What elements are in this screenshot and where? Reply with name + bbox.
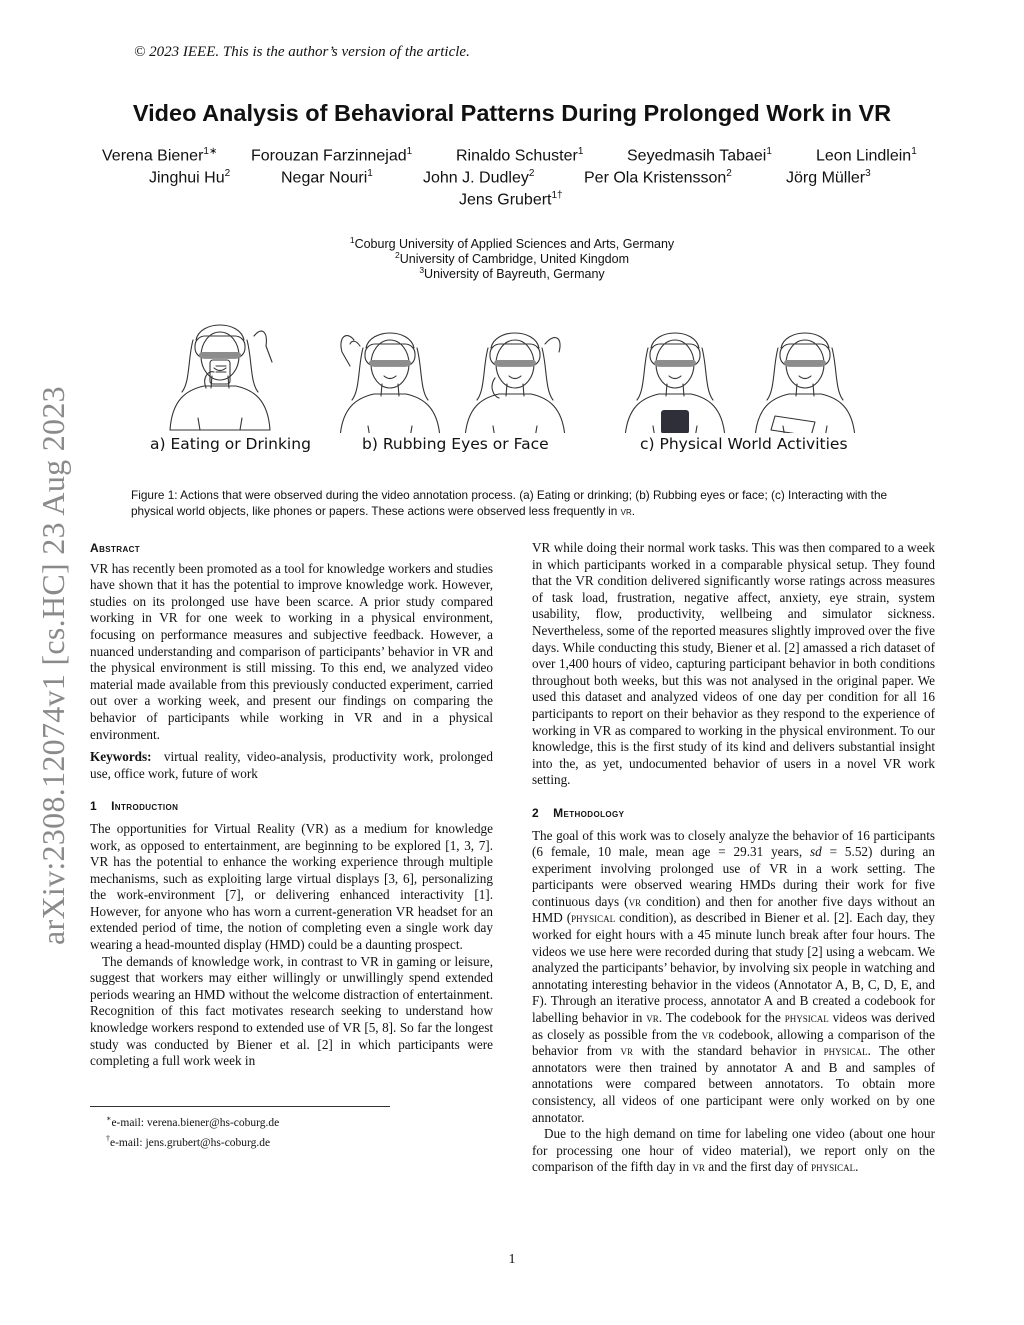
- footnote-text: e-mail: verena.biener@hs-coburg.de: [111, 1116, 280, 1129]
- author-list-row-1: [627, 146, 772, 165]
- text-run: . The other annotators were then trained by annotator A and B and samples of annotations were compared between annotators. To obtain more consistency, all videos of one participant were only worked on by one annotator.: [532, 1043, 935, 1125]
- text-run: videos was derived as closely as possible from the: [532, 1010, 935, 1042]
- author-name: Jörg Müller: [786, 169, 866, 187]
- text-run: The goal of this work was to closely analyze the behavior of 16 participants (6 female, 10 male, mean age = 29.31 years,: [532, 827, 935, 860]
- term-vr: vr: [701, 1026, 715, 1042]
- author-list-row-2: [786, 168, 871, 187]
- footnote-sup: †: [106, 1133, 110, 1143]
- intro-continuation: VR while doing their normal work tasks. This was then compared to a week in which participants worked in a comparable physical setup. They found that the VR condition delivered significantly worse ratings across measures of task load, frustration, negative affect, anxiety, eye strain, system usability, flow, productivity, wellbeing and simulator sickness. Nevertheless, some of the reported measures slightly improved over the five days. While conducting this study, Biener et al. [2] amassed a rich dataset of over 1,400 hours of video, capturing participant behavior in both conditions throughout both weeks, but this was not analysed in the original paper. We used this dataset and analyzed videos of one day per condition for all 16 participants to report on their behavior as they respond to the experience of working in VR as compared to working in the physical environment. To our knowledge, this is the first study of its kind and delivers substantial insight into the, as yet, undocumented behavior of users in a novel VR work setting.: [532, 540, 935, 788]
- footnote-sup: ∗: [106, 1114, 112, 1123]
- right-column: [532, 540, 935, 1176]
- intro-paragraph-2: The demands of knowledge work, in contrast to VR in gaming or leisure, suggest that workers may either willingly or unwillingly spend extended periods wearing an HMD without the welcome distraction of entertainment. Recognition of this fact motivates research seeking to understand how knowledge workers respond to extended use of VR [5, 8]. So far the longest study was conducted by Biener et al. [2] in which participants were completing a full work week in: [90, 953, 493, 1069]
- text-run: . The codebook for the: [658, 1010, 785, 1026]
- panel-c-person-2: [755, 333, 855, 433]
- term-vr: vr: [620, 1043, 633, 1059]
- keywords: [90, 749, 493, 782]
- affiliation-sup: 3: [419, 265, 425, 275]
- author-list-row-1: [102, 146, 217, 165]
- panel-a-label: a) Eating or Drinking: [150, 435, 311, 453]
- term-physical: physical: [571, 910, 616, 926]
- term-vr: vr: [628, 893, 642, 909]
- keywords-label: Keywords:: [90, 749, 152, 765]
- text-run: with the standard behavior in: [632, 1043, 824, 1059]
- affiliation-sup: 2: [394, 250, 400, 260]
- term-physical: physical: [823, 1043, 868, 1059]
- paper-title: Video Analysis of Behavioral Patterns During Prolonged Work in VR: [132, 100, 892, 126]
- section-title: Introduction: [111, 799, 179, 814]
- affiliation-text: University of Bayreuth, Germany: [424, 267, 605, 282]
- caption-text: Figure 1: Actions that were observed during the video annotation process. (a) Eating or drinking; (b) Rubbing eyes or face; (c) Interacting with the physical world objects, like phones or papers. These actions were observed less frequently in: [131, 488, 888, 518]
- author-name: Leon Lindlein: [816, 147, 912, 165]
- author-sup: 1: [577, 146, 584, 157]
- footnote-1: [106, 1111, 279, 1131]
- term-vr: vr: [692, 1159, 705, 1175]
- panel-b-person-1: [340, 333, 440, 433]
- panel-b-label: b) Rubbing Eyes or Face: [362, 435, 549, 453]
- text-run: condition), as described in Biener et al. [2]. Each day, they worked for eight hours with a 45 minute lunch break after four hours. The videos we use here were recorded during that study [2] using a webcam. We analyzed the participants’ behavior, by involving six people in watching and annotating interesting behavior in the videos (Annotator A, B, C, D, E, and F). Through an iterative process, annotator A and B created a codebook for labelling behavior in: [532, 910, 935, 1026]
- author-list-row-2: [149, 168, 230, 187]
- section-title: Methodology: [553, 805, 625, 820]
- methodology-paragraph-2: [532, 1126, 935, 1176]
- author-sup: 1: [406, 146, 413, 157]
- section-number: 1: [90, 799, 98, 814]
- section-number: 2: [532, 805, 540, 820]
- author-sup: 1†: [551, 190, 563, 201]
- footnotes: [106, 1111, 279, 1151]
- author-list-row-2: [423, 168, 534, 187]
- abstract-text: VR has recently been promoted as a tool for knowledge workers and studies have shown that it has the potential to improve knowledge work. However, studies on its prolonged use have been scarce. A prior study compared working in VR for one week to working in a physical environment, focusing on performance measures and subjective feedback. However, a nuanced understanding and comparison of participants’ behavior in VR and the physical environment is still missing. To this end, we analyzed video material made available from this previously conducted experiment, carried out over a working week, and present our findings on comparing the behavior of participants while working in VR and in a physical environment.: [90, 560, 493, 742]
- text-run: codebook, allowing a comparison of the behavior from: [532, 1026, 935, 1059]
- methodology-heading: [532, 805, 935, 822]
- author-list-row-1: [251, 146, 412, 165]
- intro-paragraph-1: The opportunities for Virtual Reality (VR) as a medium for knowledge work, as opposed to entertainment, are beginning to be explored [1, 3, 7]. VR has the potential to enhance the working experience through multiple mechanisms, such as exploiting large virtual displays [3, 6], personalizing the work-environment [7], or delivering enhanced interactivity [1]. However, for anyone who has worn a current-generation VR headset for an extended period of time, the notion of completing even a single work day wearing a head-mounted display (HMD) could be a daunting prospect.: [90, 820, 493, 953]
- panel-a-illustration: [170, 325, 272, 430]
- arxiv-stamp: arXiv:2308.12074v1 [cs.HC] 23 Aug 2023: [35, 386, 71, 945]
- author-name: Jinghui Hu: [149, 169, 225, 187]
- panel-c-person-1: [625, 333, 725, 433]
- panel-b-person-2: [465, 333, 565, 433]
- text-run: and the first day of: [704, 1159, 812, 1175]
- author-sup: 1: [367, 168, 373, 179]
- author-name: Seyedmasih Tabaei: [627, 147, 767, 165]
- left-column: [90, 540, 493, 1070]
- abstract-heading-text: Abstract: [90, 541, 141, 555]
- author-sup: 1: [911, 146, 917, 157]
- methodology-paragraph-1: [532, 828, 935, 1127]
- keywords-text: virtual reality, video-analysis, productivity work, prolonged use, office work, future of work: [90, 749, 493, 781]
- affiliation-sup: 1: [349, 235, 355, 245]
- author-name: Forouzan Farzinnejad: [251, 147, 407, 165]
- text-run: condition) and then for another five days without an HMD (: [532, 893, 935, 926]
- author-sup: 3: [865, 168, 871, 179]
- author-list-row-2: [584, 168, 732, 187]
- author-sup: 1∗: [203, 146, 218, 157]
- author-sup: 2: [224, 168, 231, 179]
- author-sup: 1: [766, 146, 772, 157]
- abstract-heading: [90, 540, 493, 557]
- author-sup: 2: [528, 168, 535, 179]
- author-name: Jens Grubert: [459, 191, 552, 209]
- author-list-row-3: [459, 190, 563, 209]
- author-name: Rinaldo Schuster: [456, 147, 578, 165]
- caption-vr: vr: [620, 504, 632, 518]
- term-vr: vr: [646, 1010, 659, 1026]
- text-run: sd: [810, 844, 822, 860]
- author-name: John J. Dudley: [423, 169, 529, 187]
- intro-heading: [90, 798, 493, 815]
- copyright-notice: © 2023 IEEE. This is the author’s version of the article.: [134, 44, 470, 60]
- figure-illustrations: [150, 318, 890, 433]
- figure-caption: [131, 487, 899, 519]
- caption-end: .: [631, 504, 636, 518]
- affiliation-text: Coburg University of Applied Sciences and Arts, Germany: [354, 237, 675, 252]
- footnote-2: [106, 1131, 279, 1151]
- author-list-row-1: [816, 146, 917, 165]
- author-list-row-1: [456, 146, 583, 165]
- author-sup: 2: [726, 168, 732, 179]
- affiliation-text: University of Cambridge, United Kingdom: [399, 252, 629, 267]
- text-run: .: [855, 1159, 859, 1175]
- author-name: Negar Nouri: [281, 169, 368, 187]
- footnote-rule: [90, 1106, 390, 1107]
- author-name: Verena Biener: [102, 147, 204, 165]
- text-run: = 5.52) during an experiment involving prolonged use of VR in a work setting. The participants were observed wearing HMDs during their work for five continuous days (: [532, 844, 935, 909]
- footnote-text: e-mail: jens.grubert@hs-coburg.de: [110, 1136, 271, 1149]
- term-physical: physical: [811, 1159, 856, 1175]
- affiliation-3: [0, 263, 1024, 282]
- term-physical: physical: [784, 1010, 829, 1026]
- page-number: 1: [508, 1252, 516, 1267]
- panel-c-label: c) Physical World Activities: [640, 435, 848, 453]
- author-name: Per Ola Kristensson: [584, 169, 727, 187]
- author-list-row-2: [281, 168, 373, 187]
- text-run: Due to the high demand on time for labeling one video (about one hour for processing one hour of video material), we report only on the comparison of the fifth day in: [532, 1126, 935, 1175]
